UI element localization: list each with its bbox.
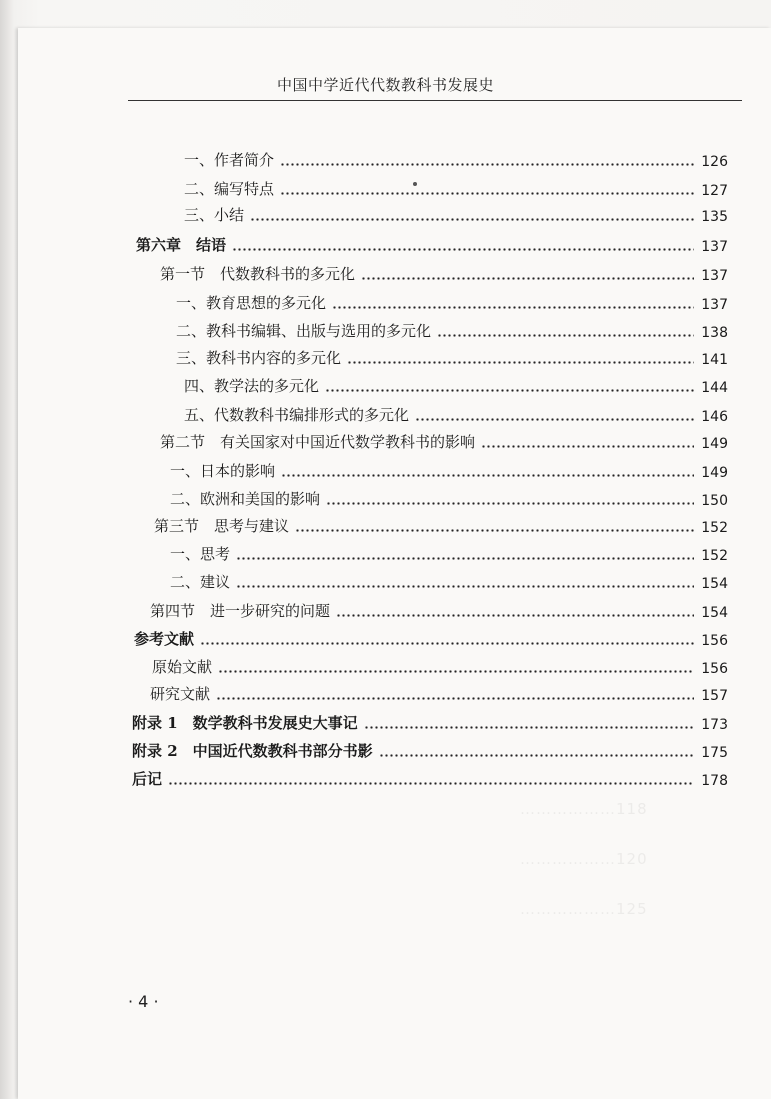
toc-entry-page: 144 <box>701 380 728 396</box>
toc-entry <box>132 709 728 733</box>
toc-entry-page: 141 <box>701 352 728 368</box>
toc-entry-page: 146 <box>701 409 728 425</box>
toc-entry-title: 五、代数教科书编排形式的多元化 <box>184 406 410 424</box>
toc-entry <box>132 737 728 761</box>
dot-leader <box>379 747 694 759</box>
toc-entry-title: 一、教育思想的多元化 <box>176 294 327 312</box>
toc-entry-page: 157 <box>701 688 728 704</box>
toc-entry <box>184 372 728 396</box>
dot-leader <box>364 719 694 731</box>
toc-entry-page: 149 <box>701 465 728 481</box>
toc-entry-title: 二、编写特点 <box>184 180 275 198</box>
toc-entry-page: 137 <box>701 297 728 313</box>
dot-leader <box>332 299 694 311</box>
dot-leader <box>216 690 694 702</box>
dot-leader <box>361 270 694 282</box>
toc-entry <box>176 289 728 313</box>
toc-entry <box>184 201 728 225</box>
toc-entry <box>184 401 728 425</box>
header-rule <box>128 100 742 101</box>
toc-entry-page: 138 <box>701 325 728 341</box>
toc-entry <box>132 765 728 789</box>
toc-entry-page: 178 <box>701 773 728 789</box>
toc-entry-title: 研究文献 <box>150 685 211 703</box>
dot-leader <box>280 185 694 197</box>
toc-entry-title: 后记 <box>132 770 163 788</box>
toc-entry <box>134 625 728 649</box>
toc-entry-title: 一、思考 <box>170 545 231 563</box>
toc-entry <box>170 568 728 592</box>
toc-entry <box>160 428 728 452</box>
dot-leader <box>250 211 694 223</box>
toc-entry-title: 第三节 思考与建议 <box>154 517 290 535</box>
toc-entry <box>184 175 728 199</box>
dot-leader <box>236 550 694 562</box>
toc-entry <box>184 146 728 170</box>
toc-entry-page: 135 <box>701 209 728 225</box>
dot-leader <box>325 382 694 394</box>
toc-entry-page: 175 <box>701 745 728 761</box>
toc-entry-page: 173 <box>701 717 728 733</box>
toc-entry-page: 152 <box>701 520 728 536</box>
toc-entry-title: 二、教科书编辑、出版与选用的多元化 <box>176 322 432 340</box>
dot-leader <box>236 578 694 590</box>
dot-leader <box>200 635 694 647</box>
bleed-through-text: ………………120 <box>520 850 648 868</box>
toc-entry <box>176 317 728 341</box>
toc-entry-title: 第四节 进一步研究的问题 <box>150 602 331 620</box>
toc-entry <box>150 680 728 704</box>
toc-entry-title: 原始文献 <box>152 658 213 676</box>
toc-entry-title: 四、教学法的多元化 <box>184 377 320 395</box>
toc-entry-page: 126 <box>701 154 728 170</box>
bleed-through-text: ………………118 <box>520 800 648 818</box>
toc-entry-page: 154 <box>701 605 728 621</box>
dot-leader <box>232 241 694 253</box>
running-header-title: 中国中学近代代数教科书发展史 <box>276 76 494 94</box>
toc-entry-title: 三、小结 <box>184 206 245 224</box>
toc-entry-page: 156 <box>701 633 728 649</box>
toc-entry-title: 参考文献 <box>134 630 195 648</box>
bleed-through-text: ………………125 <box>520 900 648 918</box>
toc-entry <box>150 597 728 621</box>
toc-entry <box>170 457 728 481</box>
toc-entry-page: 127 <box>701 183 728 199</box>
toc-entry-title: 三、教科书内容的多元化 <box>176 349 342 367</box>
toc-entry-page: 156 <box>701 661 728 677</box>
toc-entry-title: 附录 2 中国近代数教科书部分书影 <box>132 742 373 760</box>
toc-entry-title: 一、作者简介 <box>184 151 275 169</box>
toc-entry <box>154 512 728 536</box>
toc-entry-title: 第二节 有关国家对中国近代数学教科书的影响 <box>160 433 476 451</box>
dot-leader <box>415 411 694 423</box>
dot-leader <box>347 354 694 366</box>
toc-entry-page: 149 <box>701 436 728 452</box>
toc-entry-page: 152 <box>701 548 728 564</box>
page-number: · 4 · <box>128 992 159 1011</box>
toc-entry-page: 137 <box>701 268 728 284</box>
toc-entry-title: 第一节 代数教科书的多元化 <box>160 265 356 283</box>
toc-entry-page: 154 <box>701 576 728 592</box>
dot-leader <box>280 156 694 168</box>
dot-leader <box>281 467 694 479</box>
toc-entry <box>176 344 728 368</box>
dot-leader <box>481 438 694 450</box>
dot-leader <box>437 327 694 339</box>
dot-leader <box>326 495 694 507</box>
toc-entry <box>160 260 728 284</box>
toc-entry-title: 附录 1 数学教科书发展史大事记 <box>132 714 358 732</box>
dot-leader <box>295 522 694 534</box>
toc-entry-title: 第六章 结语 <box>136 236 227 254</box>
toc-entry-page: 150 <box>701 493 728 509</box>
toc-entry <box>152 653 728 677</box>
toc-entry-title: 一、日本的影响 <box>170 462 276 480</box>
toc-entry <box>170 540 728 564</box>
dot-leader <box>336 607 694 619</box>
toc-entry-title: 二、建议 <box>170 573 231 591</box>
dot-leader <box>168 775 694 787</box>
toc-entry-page: 137 <box>701 239 728 255</box>
toc-entry-title: 二、欧洲和美国的影响 <box>170 490 321 508</box>
dot-leader <box>218 663 694 675</box>
toc-entry <box>170 485 728 509</box>
toc-entry <box>136 231 728 255</box>
